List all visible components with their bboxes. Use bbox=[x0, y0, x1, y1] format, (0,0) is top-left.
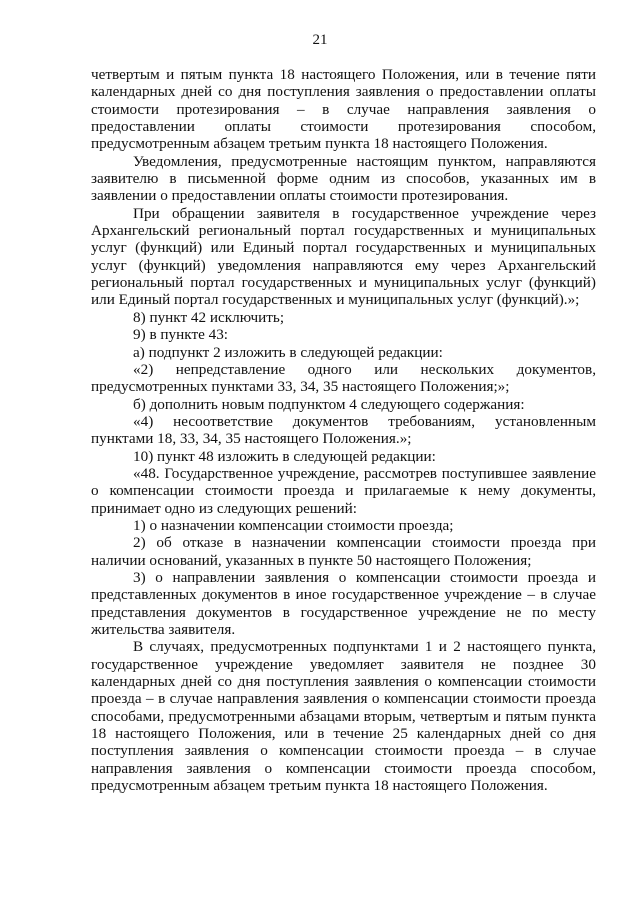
document-body bbox=[91, 66, 596, 794]
paragraph-notifications: Уведомления, предусмотренные настоящим пунктом, направляются заявителю в письменной форме одним из способов, указанных им в заявлении о предоставлении оплаты стоимости протезирования. bbox=[91, 152, 596, 205]
paragraph-decision-3: 3) о направлении заявления о компенсации стоимости проезда и представленных документов в иное государственное учреждение – в случае представления документов в государственное учреждение не по месту жительства заявителя. bbox=[91, 568, 596, 638]
paragraph-subitem-a: а) подпункт 2 изложить в следующей редакции: bbox=[133, 343, 443, 361]
paragraph-clause-48: «48. Государственное учреждение, рассмотрев поступившее заявление о компенсации стоимости проезда и прилагаемые к нему документы, принимает одно из следующих решений: bbox=[91, 464, 596, 517]
paragraph-item-9: 9) в пункте 43: bbox=[133, 326, 229, 344]
paragraph-quote-2: «2) непредставление одного или нескольких документов, предусмотренных пунктами 33, 34, 35 настоящего Положения;»; bbox=[91, 360, 596, 396]
paragraph-notification-terms: В случаях, предусмотренных подпунктами 1 и 2 настоящего пункта, государственное учреждение уведомляет заявителя не позднее 30 календарных дней со дня поступления заявления о компенсации стоимости проезда – в случае направления заявления о компенсации стоимости проезда способами, предусмотренными абзацами вторым, четвертым и пятым пункта 18 настоящего Положения, или в течение 25 календарных дней со дня поступления заявления о компенсации стоимости проезда – в случае направления заявления о компенсации стоимости проезда способом, предусмотренным абзацем третьим пункта 18 настоящего Положения. bbox=[91, 638, 596, 795]
paragraph-item-10: 10) пункт 48 изложить в следующей редакции: bbox=[133, 447, 436, 465]
paragraph-decision-2: 2) об отказе в назначении компенсации стоимости проезда при наличии оснований, указанных в пункте 50 настоящего Положения; bbox=[91, 534, 596, 569]
paragraph-decision-1: 1) о назначении компенсации стоимости проезда; bbox=[133, 516, 454, 534]
page-number: 21 bbox=[312, 32, 328, 48]
paragraph-item-8: 8) пункт 42 исключить; bbox=[133, 308, 285, 326]
paragraph-portal-applications: При обращении заявителя в государственное учреждение через Архангельский региональный портал государственных и муниципальных услуг (функций) или Единый портал государственных и муниципальных услуг (функций) уведомления направляются ему через Архангельский региональный портал государственных и муниципальных услуг (функций) или Единый портал государственных и муниципальных услуг (функций).»; bbox=[91, 204, 596, 309]
paragraph-quote-4: «4) несоответствие документов требованиям, установленным пунктами 18, 33, 34, 35 настоящего Положения.»; bbox=[91, 412, 596, 448]
paragraph-subitem-b: б) дополнить новым подпунктом 4 следующего содержания: bbox=[133, 395, 525, 413]
paragraph-continuation: четвертым и пятым пункта 18 настоящего Положения, или в течение пяти календарных дней со дня поступления заявления о предоставлении оплаты стоимости протезирования – в случае направления заявления о предоставлении оплаты стоимости протезирования способом, предусмотренным абзацем третьим пункта 18 настоящего Положения. bbox=[91, 66, 596, 153]
